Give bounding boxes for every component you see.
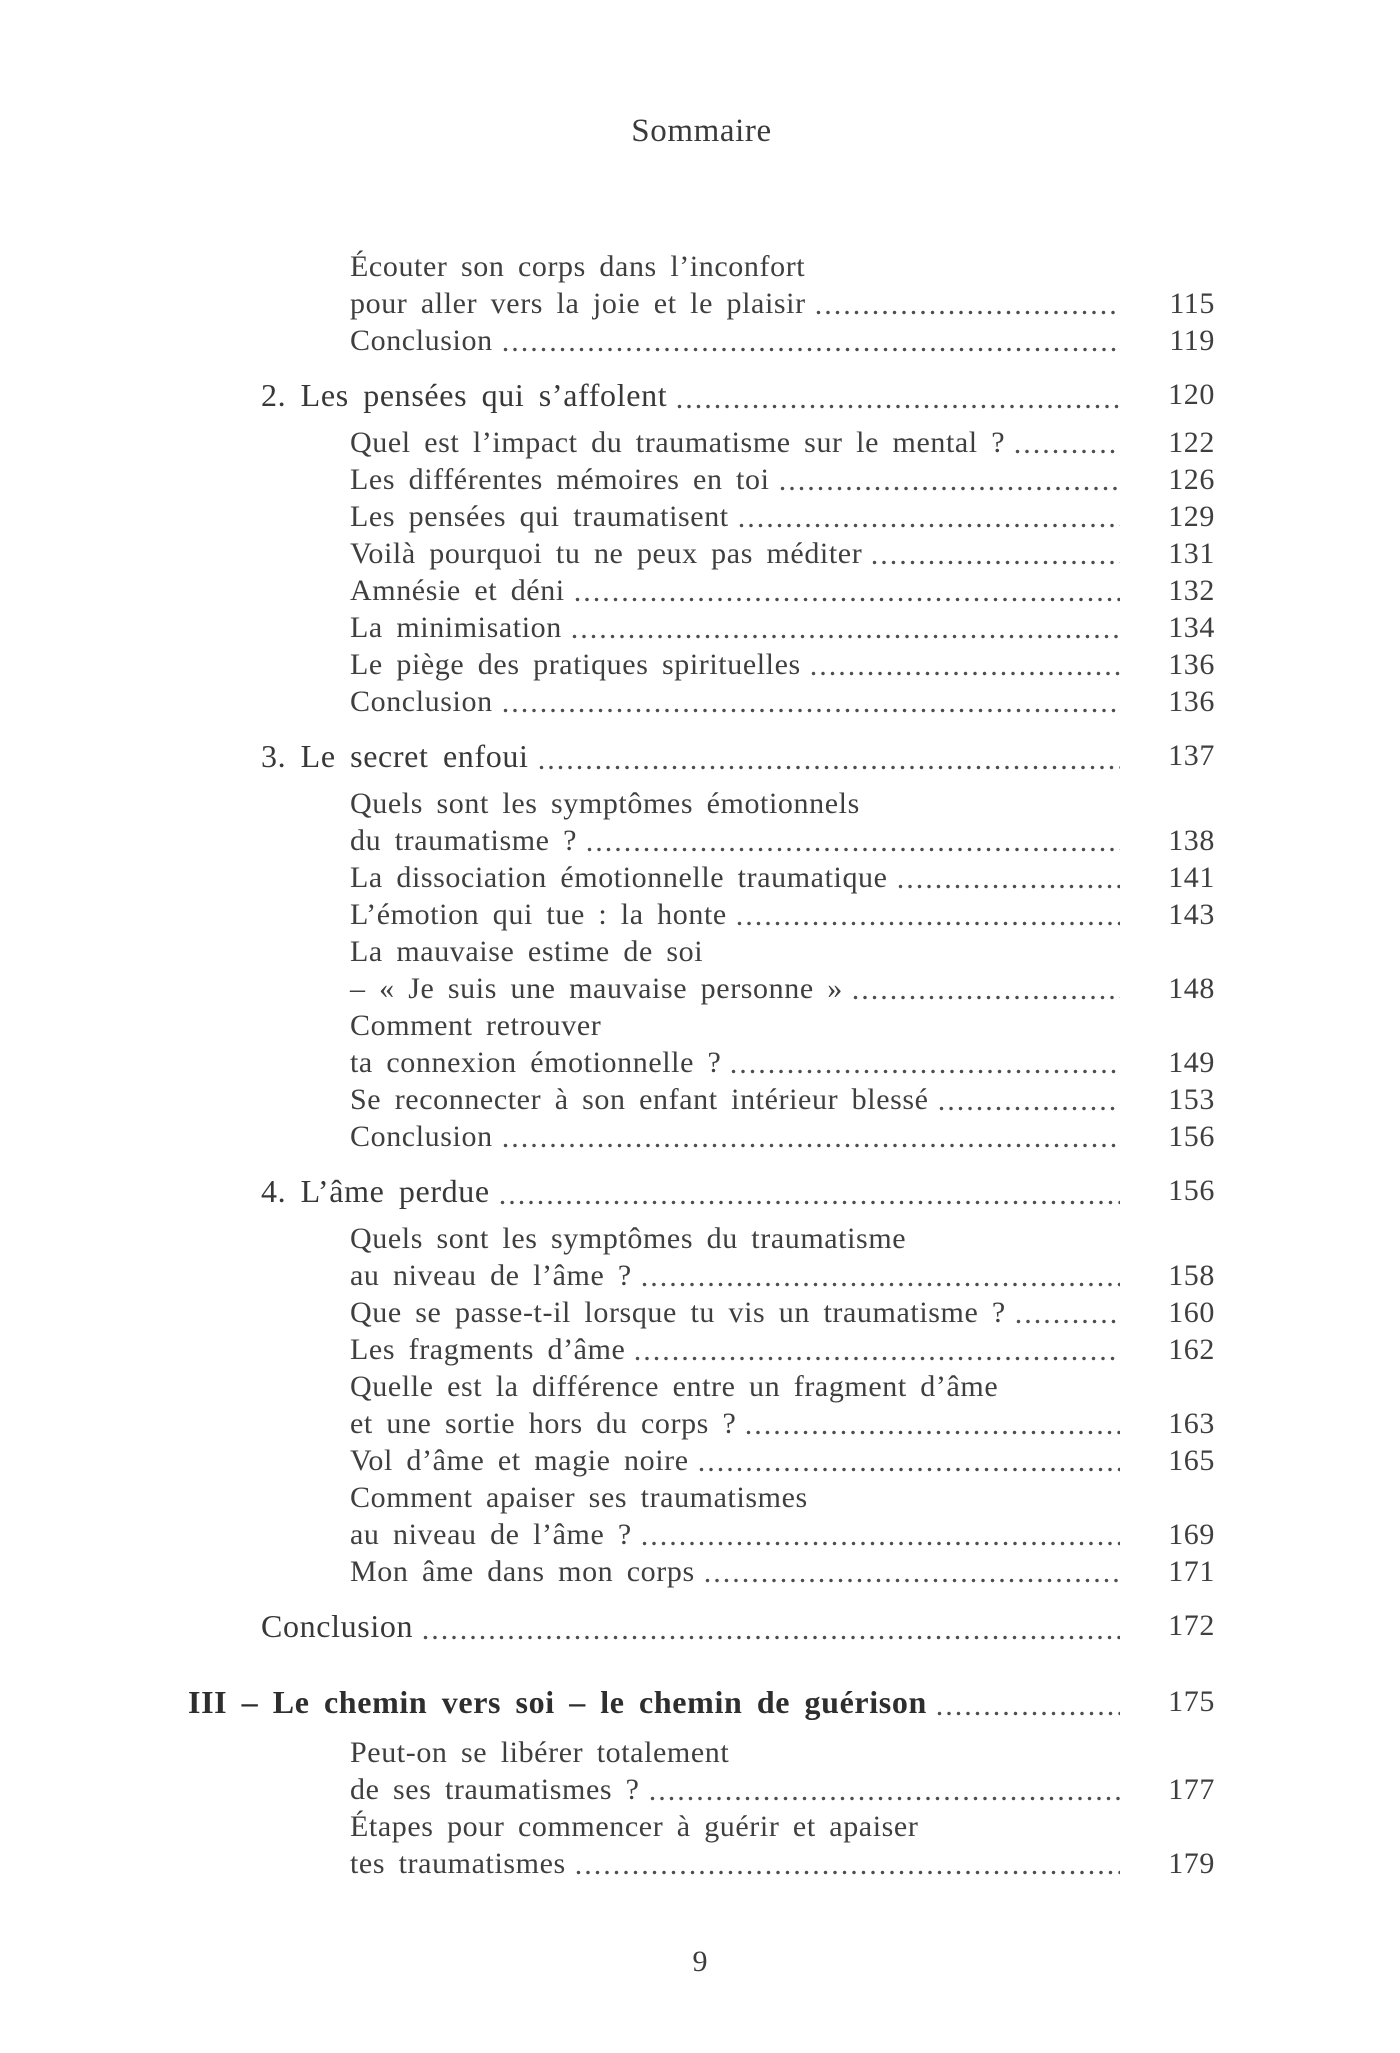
toc-entry-title: Quels sont les symptômes du traumatisme — [350, 1222, 907, 1255]
toc-page-number: 122 — [1168, 426, 1215, 459]
toc-entry — [188, 1677, 1215, 1727]
toc-row — [188, 1007, 1215, 1044]
toc-entry — [188, 1442, 1215, 1479]
dot-leader — [503, 347, 1120, 352]
toc-row — [188, 1118, 1215, 1155]
toc-row — [188, 1603, 1215, 1649]
toc-row — [188, 461, 1215, 498]
toc-entry — [188, 1331, 1215, 1368]
toc-entry — [188, 424, 1215, 461]
toc-row — [188, 322, 1215, 359]
toc-page-number: 136 — [1168, 648, 1215, 681]
toc-entry-title: ta connexion émotionnelle ? — [350, 1046, 722, 1079]
toc-entry-title: Mon âme dans mon corps — [350, 1555, 695, 1588]
toc-entry-title: au niveau de l’âme ? — [350, 1518, 632, 1551]
toc-entry-title: L’émotion qui tue : la honte — [350, 898, 727, 931]
dot-leader — [587, 847, 1120, 852]
toc-entry-title: Quel est l’impact du traumatisme sur le mental ? — [350, 426, 1006, 459]
toc-row — [188, 372, 1215, 418]
dot-leader — [576, 1870, 1120, 1875]
toc-page-number: 165 — [1168, 1444, 1215, 1477]
toc-page-number: 148 — [1168, 972, 1215, 1005]
dot-leader — [1015, 449, 1120, 454]
toc-page-number: 131 — [1168, 537, 1215, 570]
toc-row — [188, 1479, 1215, 1516]
toc-entry — [188, 1007, 1215, 1081]
toc-page — [188, 0, 1215, 1882]
toc-row — [188, 1294, 1215, 1331]
toc-row — [188, 785, 1215, 822]
toc-entry-title: Comment apaiser ses traumatismes — [350, 1481, 808, 1514]
toc-page-number: 175 — [1168, 1685, 1215, 1718]
toc-page-number: 172 — [1168, 1609, 1215, 1642]
toc-row — [188, 1168, 1215, 1214]
toc-entry-title: Les fragments d’âme — [350, 1333, 626, 1366]
toc-page-number: 156 — [1168, 1174, 1215, 1207]
toc-entry — [188, 1368, 1215, 1442]
toc-row — [188, 248, 1215, 285]
toc-entry — [188, 461, 1215, 498]
toc-entry — [188, 733, 1215, 779]
dot-leader — [572, 634, 1120, 639]
dot-leader — [746, 1430, 1120, 1435]
toc-entry-title: Les pensées qui traumatisent — [350, 500, 729, 533]
toc-entry-title: et une sortie hors du corps ? — [350, 1407, 737, 1440]
toc-page-number: 132 — [1168, 574, 1215, 607]
toc-entry-title: Voilà pourquoi tu ne peux pas méditer — [350, 537, 863, 570]
toc-row — [188, 1405, 1215, 1442]
toc-row — [188, 1771, 1215, 1808]
toc-entry-title: tes traumatismes — [350, 1847, 566, 1880]
toc-row — [188, 970, 1215, 1007]
dot-leader — [739, 523, 1120, 528]
toc-page-number: 119 — [1169, 324, 1215, 357]
toc-entry-title: La mauvaise estime de soi — [350, 935, 704, 968]
toc-row — [188, 1044, 1215, 1081]
dot-leader — [705, 1578, 1120, 1583]
toc-row — [188, 1677, 1215, 1727]
toc-page-number: 160 — [1168, 1296, 1215, 1329]
dot-leader — [816, 310, 1120, 315]
toc-entry-title: Que se passe-t-il lorsque tu vis un traumatisme ? — [350, 1296, 1006, 1329]
toc-entry — [188, 1734, 1215, 1808]
toc-entry — [188, 322, 1215, 359]
toc-page-number: 162 — [1168, 1333, 1215, 1366]
toc-entry-title: 3. Le secret enfoui — [261, 738, 529, 774]
folio-page-number: 9 — [692, 1945, 708, 1978]
toc-entry — [188, 646, 1215, 683]
toc-entry-title: Écouter son corps dans l’inconfort — [350, 250, 806, 283]
toc-entry — [188, 535, 1215, 572]
dot-leader — [503, 708, 1120, 713]
toc-entry-title: Comment retrouver — [350, 1009, 602, 1042]
toc-entry-title: Quels sont les symptômes émotionnels — [350, 787, 860, 820]
toc-entry — [188, 1220, 1215, 1294]
toc-entry-title: – « Je suis une mauvaise personne » — [350, 972, 843, 1005]
toc-entry — [188, 1081, 1215, 1118]
page-title: Sommaire — [631, 113, 772, 149]
toc-page-number: 129 — [1168, 500, 1215, 533]
toc-entry — [188, 572, 1215, 609]
toc-entry — [188, 1168, 1215, 1214]
dot-leader — [423, 1635, 1120, 1640]
toc-entry — [188, 896, 1215, 933]
toc-row — [188, 859, 1215, 896]
toc-entry-title: III – Le chemin vers soi – le chemin de guérison — [188, 1684, 927, 1720]
toc-page-number: 158 — [1168, 1259, 1215, 1292]
dot-leader — [937, 1711, 1120, 1716]
toc-row — [188, 733, 1215, 779]
toc-entry-title: Conclusion — [261, 1608, 414, 1644]
toc-entry — [188, 1294, 1215, 1331]
toc-page-number: 120 — [1168, 378, 1215, 411]
toc-page-number: 126 — [1168, 463, 1215, 496]
toc-entry-title: La dissociation émotionnelle traumatique — [350, 861, 888, 894]
toc-page-number: 163 — [1168, 1407, 1215, 1440]
dot-leader — [1016, 1319, 1120, 1324]
toc-entry — [188, 498, 1215, 535]
toc-entry-title: La minimisation — [350, 611, 562, 644]
toc-entry — [188, 1553, 1215, 1590]
toc-entry — [188, 1603, 1215, 1649]
dot-leader — [780, 486, 1120, 491]
dot-leader — [575, 597, 1120, 602]
toc-entry-title: au niveau de l’âme ? — [350, 1259, 632, 1292]
toc-page-number: 149 — [1168, 1046, 1215, 1079]
toc-row — [188, 1442, 1215, 1479]
toc-entry-title: Étapes pour commencer à guérir et apaiser — [350, 1810, 919, 1843]
dot-leader — [500, 1200, 1120, 1205]
toc-entry-title: Le piège des pratiques spirituelles — [350, 648, 801, 681]
toc-page-number: 143 — [1168, 898, 1215, 931]
table-of-contents — [188, 248, 1215, 1882]
toc-row — [188, 1734, 1215, 1771]
dot-leader — [699, 1467, 1120, 1472]
toc-entry — [188, 609, 1215, 646]
toc-entry-title: 4. L’âme perdue — [261, 1173, 490, 1209]
toc-row — [188, 933, 1215, 970]
dot-leader — [642, 1282, 1120, 1287]
toc-row — [188, 498, 1215, 535]
toc-entry — [188, 785, 1215, 859]
toc-entry-title: Les différentes mémoires en toi — [350, 463, 770, 496]
toc-page-number: 169 — [1168, 1518, 1215, 1551]
dot-leader — [737, 921, 1120, 926]
toc-row — [188, 896, 1215, 933]
toc-row — [188, 1845, 1215, 1882]
toc-page-number: 177 — [1168, 1773, 1215, 1806]
toc-entry-title: Conclusion — [350, 324, 493, 357]
dot-leader — [731, 1069, 1120, 1074]
toc-page-number: 156 — [1168, 1120, 1215, 1153]
toc-row — [188, 1257, 1215, 1294]
toc-entry-title: 2. Les pensées qui s’affolent — [261, 377, 668, 413]
toc-page-number: 141 — [1168, 861, 1215, 894]
toc-entry-title: Conclusion — [350, 685, 493, 718]
dot-leader — [898, 884, 1120, 889]
toc-page-number: 153 — [1168, 1083, 1215, 1116]
toc-entry — [188, 248, 1215, 322]
toc-row — [188, 1553, 1215, 1590]
toc-row — [188, 1220, 1215, 1257]
dot-leader — [853, 995, 1120, 1000]
toc-row — [188, 1368, 1215, 1405]
toc-page-number: 115 — [1169, 287, 1215, 320]
toc-row — [188, 609, 1215, 646]
toc-entry-title: Se reconnecter à son enfant intérieur blessé — [350, 1083, 929, 1116]
toc-row — [188, 683, 1215, 720]
dot-leader — [503, 1143, 1120, 1148]
toc-entry-title: Amnésie et déni — [350, 574, 565, 607]
dot-leader — [539, 765, 1120, 770]
dot-leader — [811, 671, 1120, 676]
toc-row — [188, 572, 1215, 609]
dot-leader — [872, 560, 1120, 565]
toc-row — [188, 646, 1215, 683]
toc-row — [188, 424, 1215, 461]
dot-leader — [677, 404, 1120, 409]
toc-row — [188, 1808, 1215, 1845]
toc-entry-title: de ses traumatismes ? — [350, 1773, 640, 1806]
toc-page-number: 179 — [1168, 1847, 1215, 1880]
toc-entry — [188, 859, 1215, 896]
toc-page-number: 137 — [1168, 739, 1215, 772]
toc-entry — [188, 933, 1215, 1007]
toc-page-number: 134 — [1168, 611, 1215, 644]
toc-entry-title: Peut-on se libérer totalement — [350, 1736, 730, 1769]
dot-leader — [939, 1106, 1120, 1111]
toc-entry — [188, 372, 1215, 418]
toc-page-number: 138 — [1168, 824, 1215, 857]
dot-leader — [650, 1796, 1120, 1801]
toc-entry-title: Conclusion — [350, 1120, 493, 1153]
toc-row — [188, 822, 1215, 859]
toc-entry-title: pour aller vers la joie et le plaisir — [350, 287, 806, 320]
toc-row — [188, 1081, 1215, 1118]
toc-entry — [188, 1808, 1215, 1882]
toc-page-number: 136 — [1168, 685, 1215, 718]
toc-entry — [188, 1479, 1215, 1553]
toc-entry-title: Vol d’âme et magie noire — [350, 1444, 689, 1477]
toc-row — [188, 535, 1215, 572]
toc-entry-title: Quelle est la différence entre un fragment d’âme — [350, 1370, 999, 1403]
dot-leader — [642, 1541, 1120, 1546]
toc-row — [188, 285, 1215, 322]
toc-page-number: 171 — [1168, 1555, 1215, 1588]
dot-leader — [635, 1356, 1120, 1361]
toc-entry — [188, 683, 1215, 720]
toc-entry-title: du traumatisme ? — [350, 824, 578, 857]
toc-row — [188, 1516, 1215, 1553]
toc-entry — [188, 1118, 1215, 1155]
toc-row — [188, 1331, 1215, 1368]
